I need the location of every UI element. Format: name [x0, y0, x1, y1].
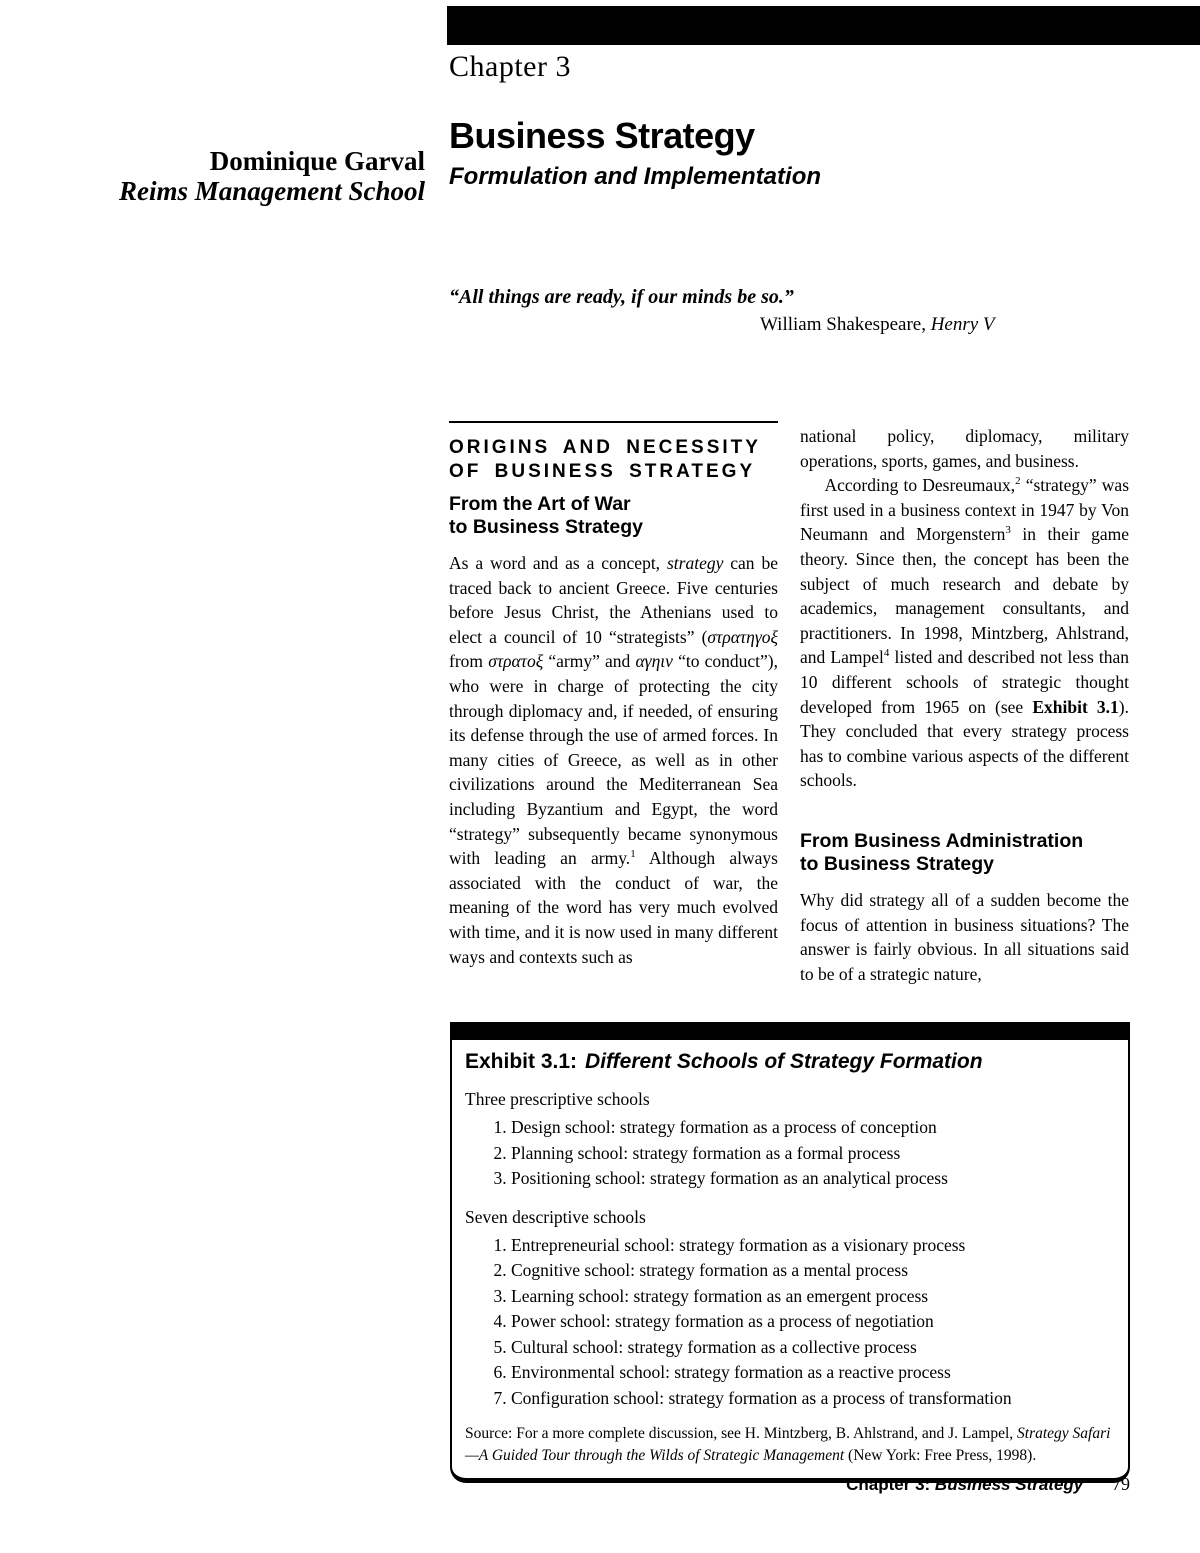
- body-paragraph: Why did strategy all of a sudden become the focus of attention in business situations? The answer is fairly obvious. In all situations said to be of a strategic nature,: [800, 889, 1129, 984]
- text-segment: στρατηγοξ: [707, 626, 778, 647]
- subsection-heading-line1: From Business Administration: [800, 829, 1084, 852]
- text-segment: 3: [1005, 524, 1011, 537]
- text-segment: 1: [630, 848, 636, 861]
- list-item: 6. Environmental school: strategy formation as a reactive process: [511, 1360, 1115, 1386]
- exhibit-group2-list: [465, 1233, 1115, 1412]
- text-segment: William Shakespeare,: [760, 314, 931, 335]
- list-item: 7. Configuration school: strategy formation as a process of transformation: [511, 1386, 1115, 1412]
- epigraph-quote: “All things are ready, if our minds be so.”: [449, 286, 794, 308]
- subsection-heading-art-of-war: [449, 493, 778, 539]
- list-item: 2. Planning school: strategy formation as a formal process: [511, 1141, 1115, 1167]
- exhibit-label: Exhibit 3.1:: [465, 1050, 578, 1073]
- section-heading-line2: OF BUSINESS STRATEGY: [449, 460, 756, 482]
- exhibit-title: Different Schools of Strategy Formation: [585, 1050, 983, 1073]
- text-segment: Source: For a more complete discussion, see H. Mintzberg, B. Ahlstrand, and J. Lampel,: [465, 1425, 1018, 1442]
- list-item: 1. Entrepreneurial school: strategy formation as a visionary process: [511, 1233, 1115, 1259]
- text-segment: from: [449, 651, 489, 672]
- author-name: Dominique Garval: [209, 146, 425, 176]
- text-segment: (New York: Free Press, 1998).: [844, 1446, 1037, 1464]
- text-segment: “strategy” was first used in a business context in 1947 by Von Neumann and Morgenstern: [800, 475, 1129, 545]
- subsection-heading-business-administration: [800, 830, 1129, 876]
- exhibit-group1-list: [465, 1115, 1115, 1192]
- text-segment: in their game theory. Since then, the concept has been the subject of much research and debate by academics, management consultants, and practitioners. In 1998, Mintzberg, Ahlstrand, and Lampel: [800, 524, 1129, 668]
- text-segment: strategy: [666, 553, 724, 573]
- exhibit-3-1: [450, 1022, 1130, 1483]
- subsection-heading-line2: to Business Strategy: [800, 852, 994, 875]
- text-segment: Exhibit 3.1: [1032, 696, 1119, 717]
- text-segment: As a word and as a concept,: [449, 553, 667, 573]
- list-item: 4. Power school: strategy formation as a process of negotiation: [511, 1309, 1115, 1335]
- exhibit-title-line: [465, 1050, 1115, 1074]
- list-item: 2. Cognitive school: strategy formation as a mental process: [511, 1258, 1115, 1284]
- text-segment: “army” and: [543, 651, 636, 672]
- exhibit-group2-heading: Seven descriptive schools: [465, 1206, 646, 1227]
- page-title: Business Strategy: [449, 115, 755, 156]
- section-heading: [449, 436, 778, 483]
- body-paragraph: [449, 551, 778, 969]
- exhibit-header-bar: [450, 1022, 1130, 1038]
- text-segment: 4: [883, 647, 890, 660]
- left-column: [449, 421, 778, 969]
- epigraph-attribution: [760, 314, 1069, 336]
- right-column: [800, 424, 1129, 986]
- footer-chapter-title: Business Strategy: [934, 1475, 1084, 1494]
- author-block: [60, 146, 425, 206]
- exhibit-box: [450, 1038, 1130, 1483]
- text-segment: listed and described not less than 10 different schools of strategic thought developed from 1965 on (see: [800, 647, 1130, 717]
- subsection-heading-line1: From the Art of War: [449, 493, 631, 515]
- section-rule: [449, 421, 778, 423]
- text-segment: can be traced back to ancient Greece. Five centuries before Jesus Christ, the Athenians used to elect a council of 10 “strategists” (: [449, 553, 778, 647]
- page-subtitle: Formulation and Implementation: [449, 163, 822, 190]
- text-segment: “to conduct”), who were in charge of protecting the city through diplomacy and, if needed, of ensuring its defense through the use of armed forces. In many cities of Greece, as well as in other civilizations around the Mediterranean Sea including Byzantium and Egypt, the word “strategy” subsequently became synonymous with leading an army.: [449, 651, 779, 869]
- list-item: 5. Cultural school: strategy formation as a collective process: [511, 1335, 1115, 1361]
- text-segment: Henry V: [930, 314, 995, 335]
- list-item: 3. Positioning school: strategy formation as an analytical process: [511, 1166, 1115, 1192]
- exhibit-group1-heading: Three prescriptive schools: [465, 1089, 650, 1109]
- list-item: 3. Learning school: strategy formation as an emergent process: [511, 1284, 1115, 1310]
- text-segment: αγηιν: [635, 651, 673, 672]
- footer-page-number: 79: [1112, 1474, 1130, 1494]
- text-segment: ). They concluded that every strategy process has to combine various aspects of the different schools.: [800, 696, 1129, 791]
- list-item: 1. Design school: strategy formation as a process of conception: [511, 1115, 1115, 1141]
- section-heading-line1: ORIGINS AND NECESSITY: [449, 437, 761, 458]
- text-segment: 2: [1015, 475, 1021, 488]
- text-segment: Strategy Safari—A Guided Tour through the Wilds of Strategic Management: [465, 1425, 1111, 1464]
- body-paragraph: [800, 473, 1129, 793]
- page-footer: [449, 1474, 1130, 1495]
- footer-chapter-label: Chapter 3:: [846, 1475, 931, 1494]
- subsection-heading-line2: to Business Strategy: [449, 516, 643, 538]
- text-segment: According to Desreumaux,: [824, 475, 1016, 496]
- body-paragraph: national policy, diplomacy, military operations, sports, games, and business.: [800, 426, 1129, 471]
- title-block: [449, 116, 821, 191]
- exhibit-source: [465, 1423, 1115, 1466]
- author-affiliation: Reims Management School: [118, 176, 425, 206]
- epigraph: [449, 286, 1069, 336]
- chapter-label: Chapter 3: [449, 50, 571, 83]
- text-segment: στρατοξ: [488, 651, 544, 672]
- chapter-header-bar: [447, 6, 1200, 45]
- text-segment: Although always associated with the conduct of war, the meaning of the word has very much evolved with time, and it is now used in many different ways and contexts such as: [449, 848, 778, 967]
